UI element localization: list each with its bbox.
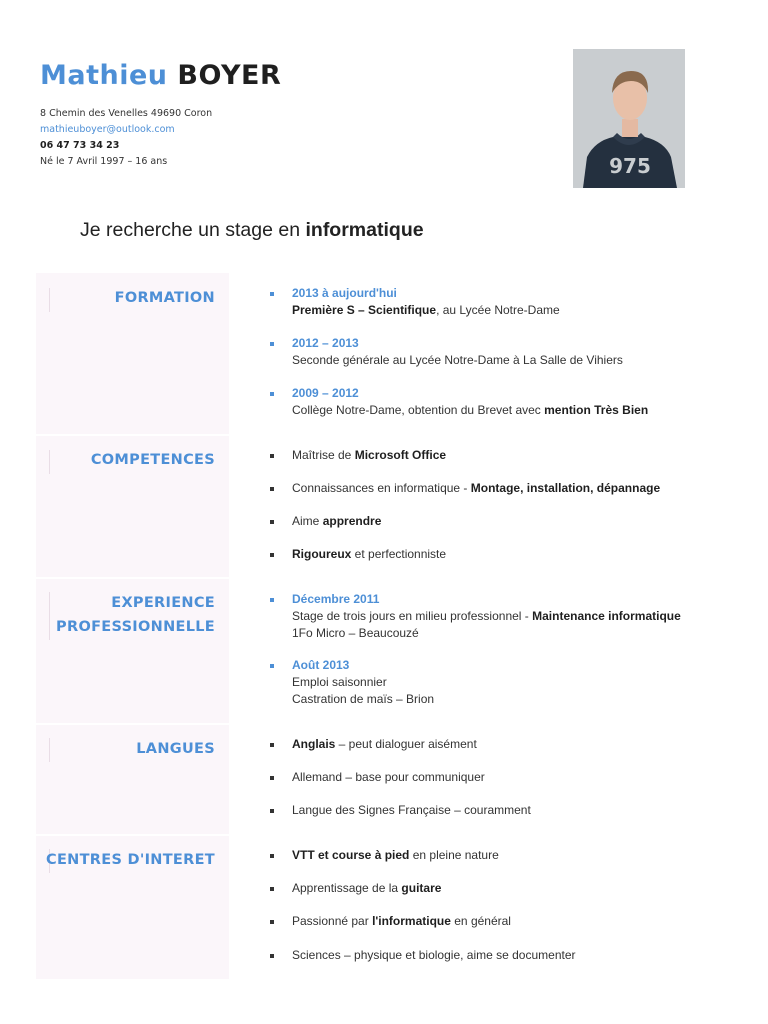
formation-item-3: [292, 385, 648, 419]
bullet-icon: [270, 854, 274, 858]
title-marker: [49, 738, 54, 762]
bullet-icon: [270, 392, 274, 396]
bullet-icon: [270, 954, 274, 958]
interet-item-2: [292, 880, 441, 897]
section-title-interets: CENTRES D'INTERET: [46, 852, 215, 868]
formation-date: 2012 – 2013: [292, 336, 359, 350]
langue-level: – peut dialoguer aisément: [335, 737, 477, 751]
interet-text: Apprentissage de la: [292, 881, 402, 895]
section-divider: [36, 434, 229, 436]
langue-name: Anglais: [292, 737, 336, 751]
competence-text: et perfectionniste: [351, 547, 447, 561]
bullet-icon: [270, 743, 274, 747]
experience-text: Stage de trois jours en milieu professionnel -: [292, 609, 533, 623]
experience-date: Décembre 2011: [292, 592, 380, 606]
contact-block: [40, 106, 212, 170]
section-title-competences: COMPETENCES: [90, 452, 215, 468]
objective: [80, 219, 424, 242]
bullet-icon: [270, 520, 274, 524]
address: 8 Chemin des Venelles 49690 Coron: [40, 108, 213, 119]
interet-text: Passionné par: [292, 914, 373, 928]
formation-date: 2009 – 2012: [292, 386, 359, 400]
title-marker: [49, 592, 54, 640]
experience-place: 1Fo Micro – Beaucouzé: [292, 626, 419, 640]
interet-item-4: Sciences – physique et biologie, aime se documenter: [292, 948, 576, 962]
bullet-icon: [270, 292, 274, 296]
experience-item-1: [292, 591, 681, 642]
experience-text: Emploi saisonnier: [292, 675, 387, 689]
formation-text: Collège Notre-Dame, obtention du Brevet avec: [292, 403, 545, 417]
title-marker: [49, 450, 54, 474]
interet-item-3: [292, 913, 511, 930]
section-title-formation: FORMATION: [114, 290, 215, 306]
section-title-line: PROFESSIONNELLE: [56, 619, 215, 635]
bullet-icon: [270, 776, 274, 780]
interet-bold: guitare: [401, 881, 442, 895]
experience-date: Août 2013: [292, 658, 350, 672]
experience-place: Castration de maïs – Brion: [292, 692, 435, 706]
langue-item-2: Allemand – base pour communiquer: [292, 770, 485, 784]
bullet-icon: [270, 920, 274, 924]
bullet-icon: [270, 454, 274, 458]
section-title-line: EXPERIENCE: [111, 595, 215, 611]
formation-item-1: [292, 285, 560, 319]
profile-photo: [573, 49, 685, 188]
section-title-experience: [56, 591, 215, 639]
formation-item-2: [292, 335, 623, 369]
competence-bold: apprendre: [322, 514, 382, 528]
bullet-icon: [270, 664, 274, 668]
candidate-name: [40, 60, 281, 91]
section-divider: [36, 834, 229, 836]
birth-date: Né le 7 Avril 1997 – 16 ans: [40, 156, 168, 167]
bullet-icon: [270, 342, 274, 346]
formation-school: , au Lycée Notre-Dame: [436, 303, 560, 317]
bullet-icon: [270, 598, 274, 602]
phone: 06 47 73 34 23: [40, 140, 120, 151]
title-marker: [49, 288, 54, 312]
bullet-icon: [270, 553, 274, 557]
portrait-illustration: [573, 49, 685, 188]
objective-prefix: Je recherche un stage en: [80, 219, 306, 241]
competence-text: Maîtrise de: [292, 448, 355, 462]
experience-bold: Maintenance informatique: [532, 609, 681, 623]
formation-date: 2013 à aujourd'hui: [292, 286, 397, 300]
competence-item-4: [292, 546, 446, 563]
section-divider: [36, 577, 229, 579]
competence-item-2: [292, 480, 660, 497]
experience-item-2: [292, 657, 434, 708]
formation-text: Seconde générale au Lycée Notre-Dame à La Salle de Vihiers: [292, 353, 623, 367]
competence-text: Connaissances en informatique -: [292, 481, 471, 495]
svg-text:975: 975: [609, 154, 651, 178]
interet-text: en pleine nature: [409, 848, 499, 862]
competence-bold: Montage, installation, dépannage: [470, 481, 661, 495]
competence-text: Aime: [292, 514, 323, 528]
langue-item-3: Langue des Signes Française – couramment: [292, 803, 531, 817]
objective-highlight: informatique: [305, 219, 424, 241]
first-name: Mathieu: [40, 60, 168, 91]
bullet-icon: [270, 809, 274, 813]
competence-bold: Rigoureux: [292, 547, 352, 561]
competence-item-3: [292, 513, 381, 530]
last-name: BOYER: [177, 60, 282, 91]
formation-mention: mention Très Bien: [544, 403, 649, 417]
bullet-icon: [270, 487, 274, 491]
competence-item-1: [292, 447, 446, 464]
section-title-langues: LANGUES: [136, 741, 215, 757]
interet-item-1: [292, 847, 499, 864]
competence-bold: Microsoft Office: [354, 448, 447, 462]
interet-text: en général: [450, 914, 511, 928]
section-divider: [36, 723, 229, 725]
email: mathieuboyer@outlook.com: [40, 124, 175, 135]
bullet-icon: [270, 887, 274, 891]
interet-bold: l'informatique: [372, 914, 451, 928]
formation-degree: Première S – Scientifique: [292, 303, 437, 317]
langue-item-1: [292, 736, 477, 753]
interet-bold: VTT et course à pied: [292, 848, 410, 862]
